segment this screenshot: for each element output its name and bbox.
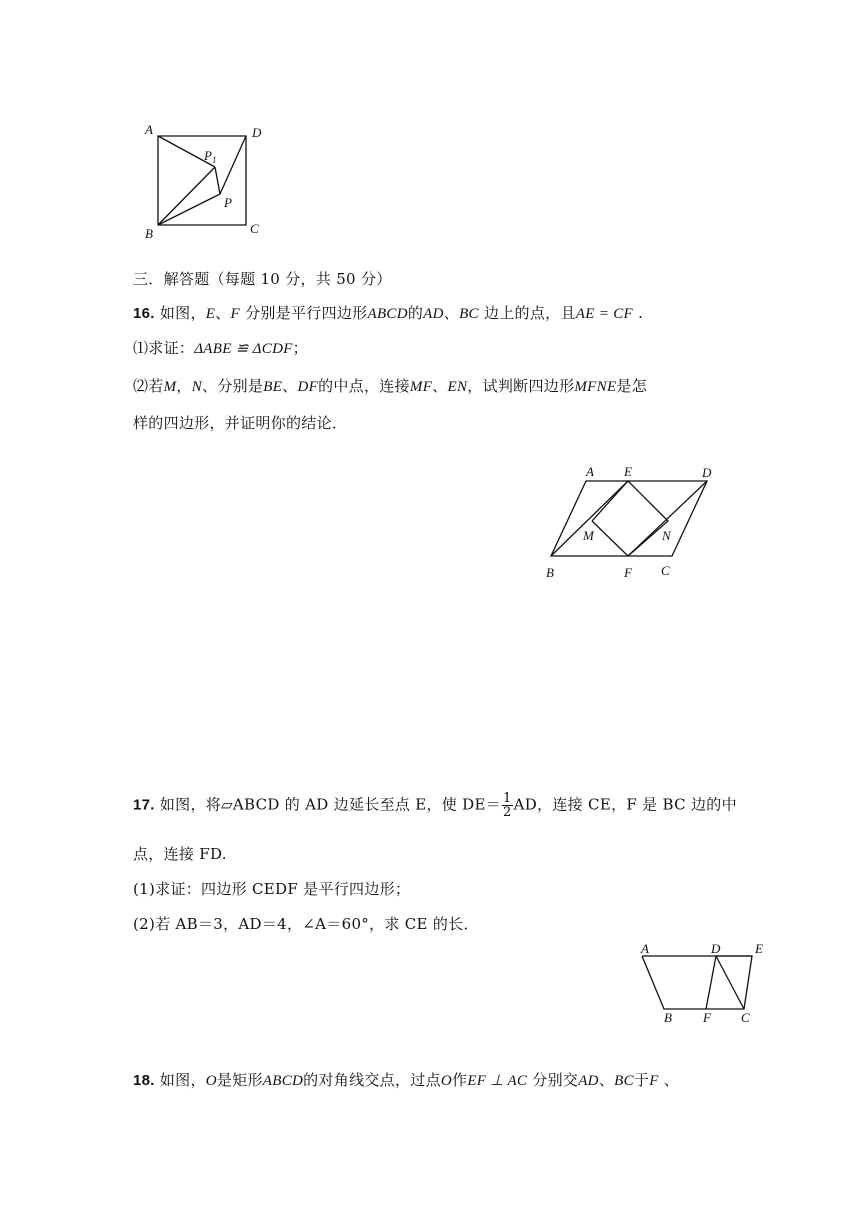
label-m: M [583,528,594,543]
label-b: B [546,565,554,580]
q16-number: 16. [133,305,155,322]
label-b: B [145,226,153,241]
segment-p1-b [158,167,215,225]
q17-part1: (1)求证：四边形 CEDF 是平行四边形； [133,880,411,898]
label-a: A [641,941,649,956]
label-c: C [250,221,259,236]
label-n: N [662,528,671,543]
q16-stem: 16. 如图，E、F 分别是平行四边形ABCD的AD、BC 边上的点，且AE = CF . [133,304,644,322]
q17-line2: 点，连接 FD. [133,845,227,863]
label-p1: $P_1$ [204,148,217,165]
label-a: A [586,464,594,479]
label-a: A [145,122,153,137]
label-d: D [252,125,262,140]
q16-part1: ⑴求证：ΔABE ≌ ΔCDF； [133,339,308,357]
q16-part2-line1: ⑵若M，N、分别是BE、DF的中点，连接MF、EN，试判断四边形MFNE是怎 [133,377,648,395]
section-heading: 三．解答题（每题 10 分，共 50 分） [133,270,392,288]
q17-line1: 17. 如图，将▱ABCD 的 AD 边延长至点 E，使 DE＝ $\frac{1}{2}$ AD，连接 CE，F 是 BC 边的中 [133,791,737,820]
segment-p-d [220,136,246,194]
label-p: P [224,195,232,210]
q18-number: 18. [133,1072,155,1089]
segment-b-p [158,194,220,225]
segment-p1-p [215,167,220,194]
segment-d-c [716,956,744,1009]
square-figure [140,122,280,245]
label-f: F [703,1010,711,1025]
label-c: C [661,563,670,578]
label-d: D [702,465,712,480]
outline [642,956,752,1009]
q16-part2-line2: 样的四边形，并证明你的结论． [133,414,348,432]
fraction-one-half: $\frac{1}{2}$ [503,791,512,820]
parallelogram-figure [540,460,740,590]
label-d: D [711,941,721,956]
parallelogram-outline [551,481,707,556]
label-e: E [624,464,632,479]
rhombus-mfne [592,481,668,556]
label-c: C [741,1010,750,1025]
label-e: E [755,941,763,956]
q17-part2: (2)若 AB＝3，AD＝4，∠A＝60°，求 CE 的长． [133,915,479,933]
segment-d-f [706,956,716,1009]
label-b: B [664,1010,672,1025]
q17-number: 17. [133,796,155,814]
label-f: F [624,565,632,580]
q18-stem: 18. 如图，O是矩形ABCD的对角线交点，过点O作EF ⊥ AC 分别交AD、BC于F 、 [133,1071,680,1089]
extended-parallelogram-figure [636,940,796,1030]
